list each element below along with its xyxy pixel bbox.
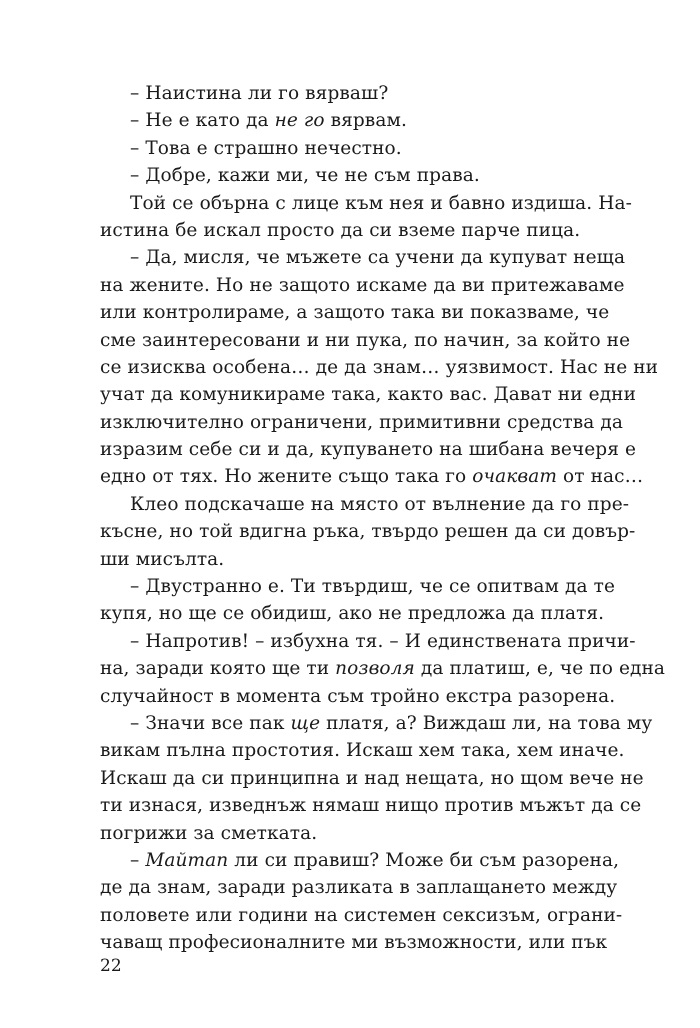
text-run: изразим себе си и да, купуването на шибана вечеря е (100, 439, 637, 461)
text-run: Клео подскачаше на място от вълнение да го пре- (130, 493, 630, 515)
text-run: ши мисълта. (100, 548, 225, 570)
text-run: истина бе искал просто да си вземе парче пица. (100, 219, 581, 241)
italic-text: Майтап (145, 849, 229, 871)
text-run: – Двустранно е. Ти твърдиш, че се опитвам да те (130, 576, 616, 598)
text-line (100, 354, 659, 381)
text-run: на, заради която ще ти (100, 658, 336, 680)
text-run: платя, а? Виждаш ли, на това му (320, 712, 653, 734)
text-line (100, 820, 600, 847)
text-line (100, 135, 600, 162)
text-run: купя, но ще се обидиш, ако не предложа да платя. (100, 603, 605, 625)
text-run: на жените. Но не защото искаме да ви притежаваме (100, 274, 625, 296)
italic-text: ще (290, 712, 321, 734)
text-run: половете или години на системен сексизъм, ограни- (100, 904, 623, 926)
text-line (100, 683, 616, 710)
text-run: викам пълна простотия. Искаш хем така, хем иначе. (100, 740, 625, 762)
text-line (100, 765, 644, 792)
text-run: – Напротив! – избухна тя. – И единствената причи- (130, 630, 636, 652)
text-line (100, 272, 625, 299)
text-line (100, 409, 623, 436)
italic-text: очакват (472, 466, 558, 488)
text-line (100, 162, 600, 189)
text-run: едно от тях. Но жените също така го (100, 466, 473, 488)
text-run: – Не е като да (130, 110, 275, 132)
text-line (100, 546, 600, 573)
text-run: – Това е страшно нечестно. (130, 137, 402, 159)
text-line (100, 80, 600, 107)
text-run: сме заинтересовани и ни пука, по начин, за който не (100, 329, 631, 351)
text-run: – Значи все пак (130, 712, 291, 734)
text-line (100, 190, 632, 217)
text-line (100, 491, 630, 518)
text-run: ли си правиш? Може би съм разорена, (228, 849, 620, 871)
text-line (100, 107, 600, 134)
text-run: ти изнася, изведнъж нямаш нищо против мъжът да се (100, 795, 642, 817)
text-line (100, 600, 605, 627)
text-line (100, 381, 637, 408)
text-run: Той се обърна с лице към нея и бавно издиша. На- (130, 192, 632, 214)
text-line (100, 874, 618, 901)
text-run: се изисква особена… де да знам… уязвимост. Нас не ни (100, 356, 659, 378)
text-run: Искаш да си принципна и над нещата, но щом вече не (100, 767, 644, 789)
text-run: де да знам, заради разликата в заплащането между (100, 877, 618, 899)
text-line (100, 710, 653, 737)
text-line (100, 737, 625, 764)
text-line (100, 217, 600, 244)
page-number: 22 (100, 956, 122, 976)
text-run: – (130, 849, 146, 871)
text-run: – Наистина ли го вярваш? (130, 83, 389, 104)
text-line (100, 299, 610, 326)
text-line (100, 655, 666, 682)
text-line (100, 792, 642, 819)
text-run: учат да комуникираме така, както вас. Дават ни едни (100, 384, 637, 406)
text-line (100, 628, 636, 655)
text-run: случайност в момента съм тройно екстра разорена. (100, 685, 616, 707)
text-run: – Добре, кажи ми, че не съм права. (130, 165, 480, 187)
text-line (100, 518, 636, 545)
text-run: – Да, мисля, че мъжете са учени да купуват неща (130, 247, 626, 269)
text-line (100, 847, 620, 874)
text-line (100, 436, 637, 463)
text-line (100, 463, 644, 490)
italic-text: позволя (335, 658, 415, 680)
body-text (100, 80, 666, 957)
text-run: или контролираме, а защото така ви показваме, че (100, 302, 610, 324)
text-line (100, 902, 623, 929)
text-line (100, 327, 631, 354)
text-run: погрижи за сметката. (100, 822, 318, 844)
text-line (100, 244, 626, 271)
italic-text: не го (274, 110, 325, 132)
text-run: чаващ професионалните ми възможности, или пък (100, 932, 608, 954)
text-run: изключително ограничени, примитивни средства да (100, 411, 623, 433)
text-run: късне, но той вдигна ръка, твърдо решен да си довър- (100, 521, 636, 543)
text-line (100, 573, 616, 600)
text-run: да платиш, е, че по една (414, 658, 666, 680)
text-run: от нас… (557, 466, 644, 488)
text-line (100, 929, 608, 956)
text-run: вярвам. (324, 110, 407, 132)
